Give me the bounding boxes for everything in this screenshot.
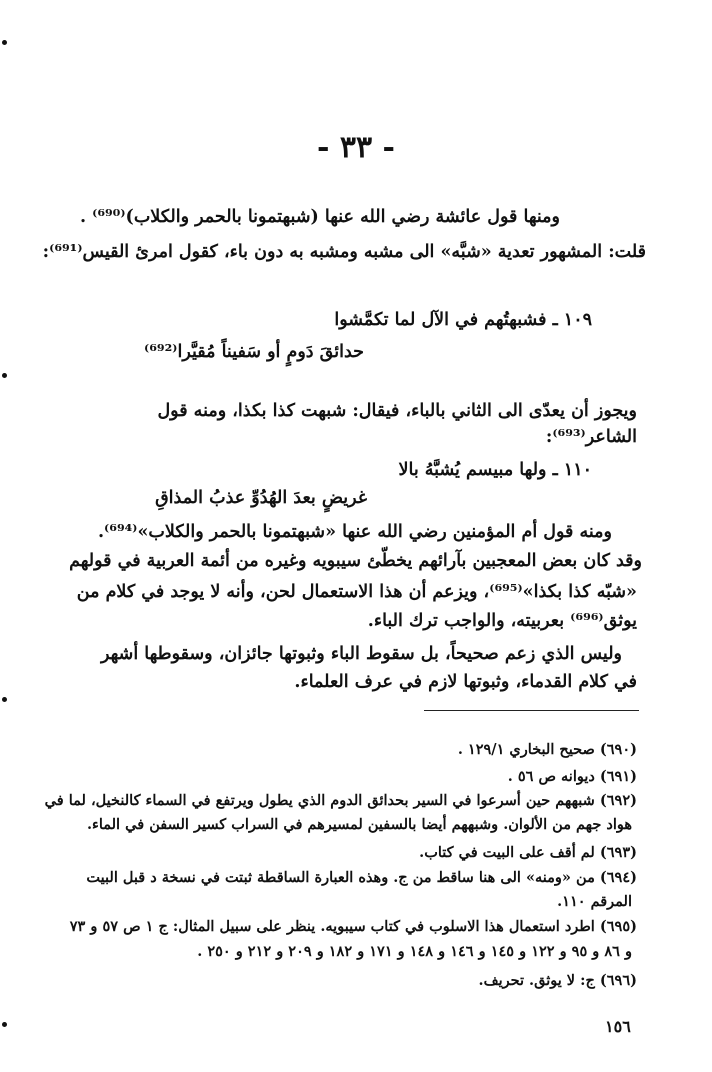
scan-mark	[2, 40, 7, 45]
paragraph-line: ومنها قول عائشة رضي الله عنها (شبهتمونا بالحمر والكلاب)⁽⁶⁹⁰⁾ .	[79, 207, 560, 227]
scan-mark	[2, 373, 7, 378]
footnote-separator	[424, 710, 639, 711]
paragraph-line: في كلام القدماء، وثبوتها لازم في عرف العلماء.	[294, 672, 637, 692]
footnote: (٦٩٣) لم أقف على البيت في كتاب.	[419, 844, 637, 861]
paragraph-line: الشاعر⁽⁶⁹³⁾:	[545, 427, 637, 447]
paragraph-line: وقد كان بعض المعجبين بآرائهم يخطّئ سيبويه وغيره من أئمة العربية في قولهم	[69, 551, 642, 571]
verse-second-hemistich: حدائقَ دَومٍ أو سَفيناً مُقيَّرا⁽⁶⁹²⁾	[144, 342, 364, 362]
paragraph-line: وليس الذي زعم صحيحاً، بل سقوط الباء وثبوتها جائزان، وسقوطها أشهر	[100, 644, 622, 664]
footnote: (٦٩٤) من «ومنه» الى هنا ساقط من ج. وهذه العبارة الساقطة ثبتت في نسخة د قبل البيت	[86, 869, 637, 886]
paragraph-line: قلت: المشهور تعدية «شبَّه» الى مشبه ومشبه به دون باء، كقول امرئ القيس⁽⁶⁹¹⁾:	[42, 242, 646, 262]
page-title: - ٣٣ -	[316, 130, 396, 165]
footnote: (٦٩٦) ج: لا يوثق. تحريف.	[478, 972, 637, 989]
scan-mark	[2, 697, 7, 702]
footnote: (٦٩٥) اطرد استعمال هذا الاسلوب في كتاب سيبويه. ينظر على سبيل المثال: ج ١ ص ٥٧ و ٧٣	[69, 918, 637, 935]
footnote: (٦٩١) ديوانه ص ٥٦ .	[507, 768, 637, 785]
footnote: (٦٩٠) صحيح البخاري ١٢٩/١ .	[457, 741, 637, 758]
footnote: (٦٩٢) شبههم حين أسرعوا في السير بحدائق الدوم الذي يطول ويرتفع في السماء كالنخيل، لما في	[44, 792, 637, 809]
paragraph-line: «شبّه كذا بكذا»⁽⁶⁹⁵⁾، ويزعم أن هذا الاستعمال لحن، وأنه لا يوجد في كلام من	[76, 582, 637, 602]
verse-first-hemistich: ١١٠ ـ ولها مبيسم يُشبَّهُ بالا	[398, 460, 592, 480]
paragraph-line: ويجوز أن يعدّى الى الثاني بالباء، فيقال: شبهت كذا بكذا، ومنه قول	[157, 401, 637, 421]
verse-first-hemistich: ١٠٩ ـ فشبهتُهم في الآل لما تكمَّشوا	[334, 310, 592, 330]
footnote: هواد جهم من الألوان. وشبههم أيضا بالسفين لمسيرهم في السراب كسير السفن في الماء.	[86, 816, 632, 833]
paragraph-line: ومنه قول أم المؤمنين رضي الله عنها «شبهتمونا بالحمر والكلاب»⁽⁶⁹⁴⁾.	[97, 522, 612, 542]
page-number: ١٥٦	[605, 1017, 631, 1036]
paragraph-line: يوثق⁽⁶⁹⁶⁾ بعربيته، والواجب ترك الباء.	[367, 611, 637, 631]
scan-mark	[2, 1022, 7, 1027]
verse-second-hemistich: غريضٍ بعدَ الهُدُوِّ عذبُ المذاقِ	[155, 488, 367, 508]
footnote: المرقم ١١٠.	[557, 893, 632, 910]
footnote: و ٨٦ و ٩٥ و ١٢٢ و ١٤٥ و ١٤٦ و ١٤٨ و ١٧١ و ١٨٢ و ٢٠٩ و ٢١٢ و ٢٥٠ .	[197, 943, 632, 960]
